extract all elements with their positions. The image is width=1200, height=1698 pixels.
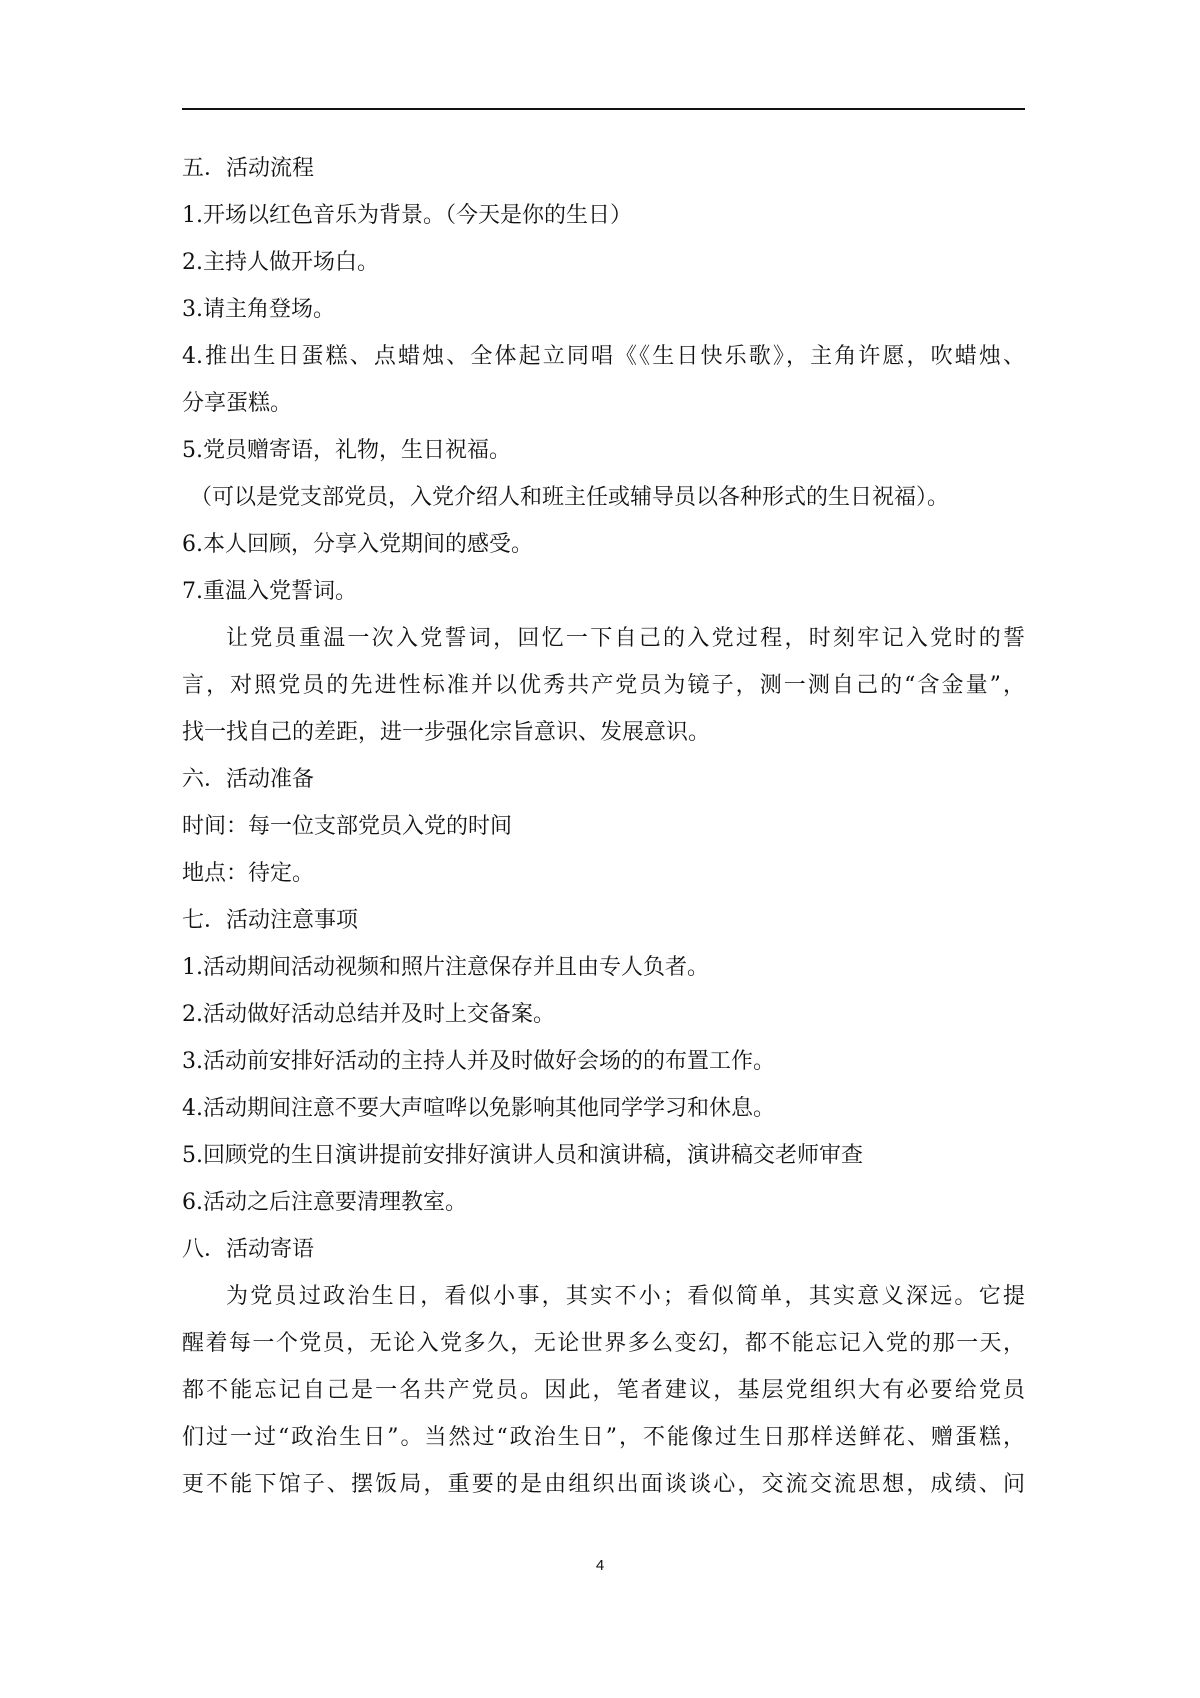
oath-paragraph-line-2: 言，对照党员的先进性标准并以优秀共产党员为镜子，测一测自己的“含金量”， xyxy=(182,673,1025,698)
message-paragraph-line-5: 更不能下馆子、摆饭局，重要的是由组织出面谈谈心，交流交流思想，成绩、问 xyxy=(182,1472,1025,1497)
notes-item-1: 1.活动期间活动视频和照片注意保存并且由专人负者。 xyxy=(182,955,709,980)
process-item-3: 3.请主角登场。 xyxy=(182,297,335,322)
message-paragraph-line-1: 为党员过政治生日，看似小事，其实不小；看似简单，其实意义深远。它提 xyxy=(226,1284,1025,1309)
process-item-4-continued: 分享蛋糕。 xyxy=(182,391,293,416)
header-rule xyxy=(182,108,1025,110)
message-paragraph-line-2: 醒着每一个党员，无论入党多久，无论世界多么变幻，都不能忘记入党的那一天， xyxy=(182,1331,1025,1356)
preparation-time: 时间：每一位支部党员入党的时间 xyxy=(182,814,513,839)
notes-item-4: 4.活动期间注意不要大声喧哗以免影响其他同学学习和休息。 xyxy=(182,1096,775,1121)
oath-paragraph-line-1: 让党员重温一次入党誓词，回忆一下自己的入党过程，时刻牢记入党时的誓 xyxy=(226,626,1025,651)
process-item-5: 5.党员赠寄语，礼物，生日祝福。 xyxy=(182,438,511,463)
message-paragraph-line-4: 们过一过“政治生日”。当然过“政治生日”，不能像过生日那样送鲜花、赠蛋糕， xyxy=(182,1425,1025,1450)
process-item-1: 1.开场以红色音乐为背景。（今天是你的生日） xyxy=(182,203,632,228)
process-item-2: 2.主持人做开场白。 xyxy=(182,250,379,275)
section-heading-activity-preparation: 六．活动准备 xyxy=(182,767,315,792)
section-heading-activity-notes: 七．活动注意事项 xyxy=(182,908,359,933)
process-item-4: 4.推出生日蛋糕、点蜡烛、全体起立同唱《《生日快乐歌》，主角许愿，吹蜡烛、 xyxy=(182,344,1025,369)
process-item-7: 7.重温入党誓词。 xyxy=(182,579,357,604)
section-heading-activity-message: 八．活动寄语 xyxy=(182,1237,315,1262)
message-paragraph-line-3: 都不能忘记自己是一名共产党员。因此，笔者建议，基层党组织大有必要给党员 xyxy=(182,1378,1025,1403)
document-body xyxy=(182,145,1025,1508)
oath-paragraph-line-3: 找一找自己的差距，进一步强化宗旨意识、发展意识。 xyxy=(182,720,711,745)
process-item-6: 6.本人回顾，分享入党期间的感受。 xyxy=(182,532,533,557)
notes-item-2: 2.活动做好活动总结并及时上交备案。 xyxy=(182,1002,555,1027)
process-item-5-note: （可以是党支部党员，入党介绍人和班主任或辅导员以各种形式的生日祝福）。 xyxy=(190,485,950,510)
notes-item-6: 6.活动之后注意要清理教室。 xyxy=(182,1190,467,1215)
section-heading-activity-process: 五．活动流程 xyxy=(182,156,315,181)
notes-item-3: 3.活动前安排好活动的主持人并及时做好会场的的布置工作。 xyxy=(182,1049,775,1074)
preparation-location: 地点：待定。 xyxy=(182,861,315,886)
notes-item-5: 5.回顾党的生日演讲提前安排好演讲人员和演讲稿，演讲稿交老师审查 xyxy=(182,1143,863,1168)
page-number: 4 xyxy=(595,1557,605,1574)
